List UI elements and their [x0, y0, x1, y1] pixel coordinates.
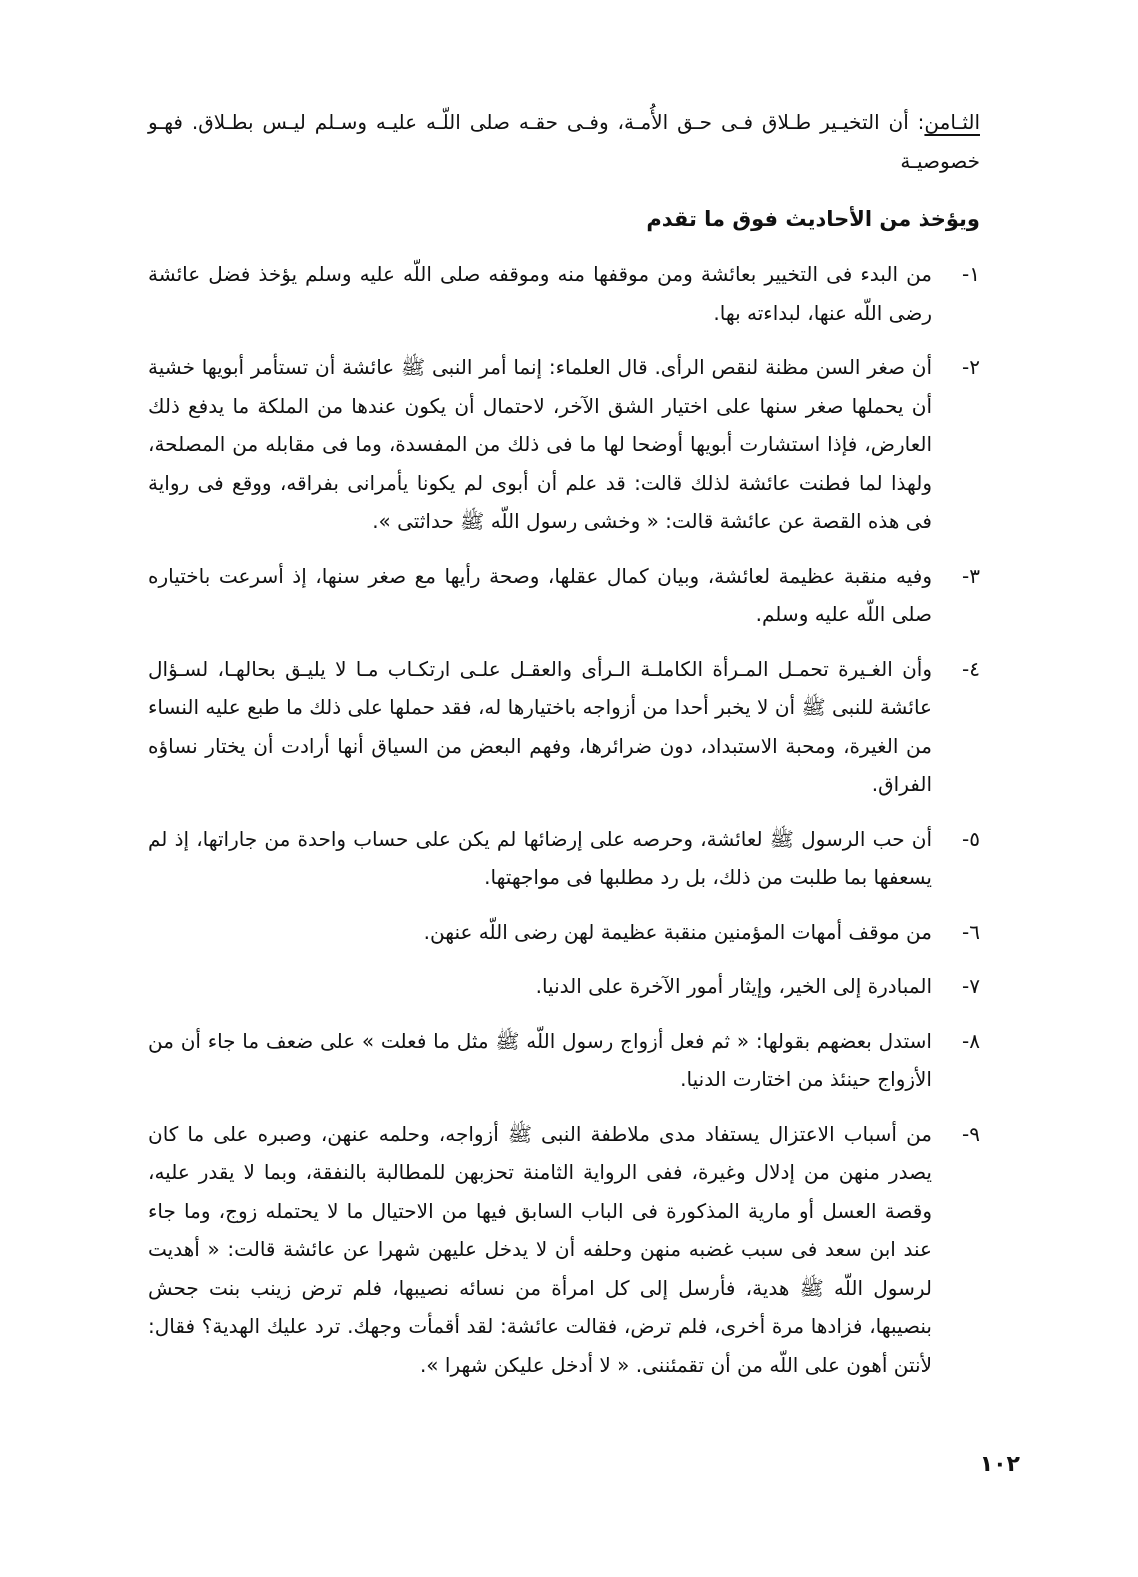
item-number: ٤- — [962, 656, 980, 681]
item-text: من موقف أمهات المؤمنين منقبة عظيمة لهن رضى اللّه عنهن. — [423, 919, 932, 944]
item-text: المبادرة إلى الخير، وإيثار أمور الآخرة على الدنيا. — [535, 974, 932, 998]
list-item — [148, 1022, 980, 1099]
numbered-list — [148, 255, 980, 1400]
list-item — [148, 348, 980, 541]
list-item — [148, 650, 980, 804]
item-number: ٥- — [962, 826, 980, 851]
item-number: ٢- — [962, 355, 980, 379]
intro-text: : أن التخيـير طـلاق فـى حـق الأُمـة، وفـى حقـه صلى اللّـه عليـه وسـلم ليـس بطـلاق. فهـو خصوصيـة — [148, 110, 980, 173]
section-heading: ويؤخذ من الأحاديث فوق ما تقدم — [646, 207, 980, 231]
item-text: استدل بعضهم بقولها: « ثم فعل أزواج رسول اللّه ﷺ مثل ما فعلت » على ضعف ما جاء أن من الأزواج حينئذ من اختارت الدنيا. — [148, 1028, 932, 1091]
item-text: من البدء فى التخيير بعائشة ومن موقفها منه وموقفه صلى اللّه عليه وسلم يؤخذ فضل عائشة رضى اللّه عنها، لبداءته بها. — [148, 262, 932, 325]
list-item — [148, 913, 980, 952]
item-number: ١- — [962, 262, 980, 286]
list-item — [148, 557, 980, 634]
list-item — [148, 967, 980, 1006]
item-text: أن حب الرسول ﷺ لعائشة، وحرصه على إرضائها لم يكن على حساب واحدة من جاراتها، إذ لم يسعفها بما طلبت من ذلك، بل رد مطلبها فى مواجهتها. — [148, 826, 932, 889]
item-text: من أسباب الاعتزال يستفاد مدى ملاطفة النبى ﷺ أزواجه، وحلمه عنهن، وصبره على ما كان يصدر منهن من إدلال وغيرة، ففى الرواية الثامنة تحزبهن للمطالبة بالنفقة، وبما لا يقدر عليه، وقصة العسل أو مارية المذكورة فى الباب السابق فيها من الاحتيال ما لا يحتمله زوج، وما جاء عند ابن سعد فى سبب غضبه منهن وحلفه أن لا يدخل عليهن شهرا عن عائشة قالت: « أهديت لرسول اللّه ﷺ هدية، فأرسل إلى كل امرأة من نسائه نصيبها، فلم ترض زينب بنت جحش بنصيبها، فزادها مرة أخرى، فلم ترض، فقالت عائشة: لقد أقمأت وجهك. ترد عليك الهدية؟ فقال: لأنتن أهون على اللّه من أن تقمئننى. « لا أدخل عليكن شهرا ». — [148, 1121, 932, 1377]
intro-label: الثـامن — [924, 110, 980, 134]
list-item — [148, 1115, 980, 1385]
item-number: ٣- — [962, 563, 980, 588]
item-number: ٦- — [962, 919, 980, 944]
page-number: ١٠٢ — [979, 1452, 1020, 1477]
item-text: أن صغر السن مظنة لنقص الرأى. قال العلماء: إنما أمر النبى ﷺ عائشة أن تستأمر أبويها خشية أن يحملها صغر سنها على اختيار الشق الآخر، لاحتمال أن يكون عندها من الملكة ما يدفع ذلك العارض، فإذا استشارت أبويها أوضحا لها ما فى ذلك من المفسدة، وما فى مقابله من المصلحة، ولهذا لما فطنت عائشة لذلك قالت: قد علم أن أبوى لم يكونا يأمرانى بفراقه، ووقع فى رواية فى هذه القصة عن عائشة قالت: « وخشى رسول اللّه ﷺ حداثتى ». — [148, 355, 932, 533]
list-item — [148, 820, 980, 897]
item-text: وفيه منقبة عظيمة لعائشة، وبيان كمال عقلها، وصحة رأيها مع صغر سنها، إذ أسرعت باختياره صلى اللّه عليه وسلم. — [148, 563, 932, 626]
intro-paragraph — [148, 103, 980, 181]
item-text: وأن الغـيرة تحمـل المـرأة الكاملـة الـرأى والعقـل علـى ارتكـاب مـا لا يليـق بحالهـا، لسـؤال عائشة للنبى ﷺ أن لا يخبر أحدا من أزواجه باختيارها له، فقد حملها على ذلك ما طبع عليه النساء من الغيرة، ومحبة الاستبداد، دون ضرائرها، وفهم البعض من السياق أنها أرادت أن يختار نساؤه الفراق. — [148, 656, 932, 796]
item-number: ٧- — [962, 974, 980, 998]
list-item — [148, 255, 980, 332]
item-number: ٨- — [962, 1028, 980, 1053]
item-number: ٩- — [962, 1121, 980, 1146]
